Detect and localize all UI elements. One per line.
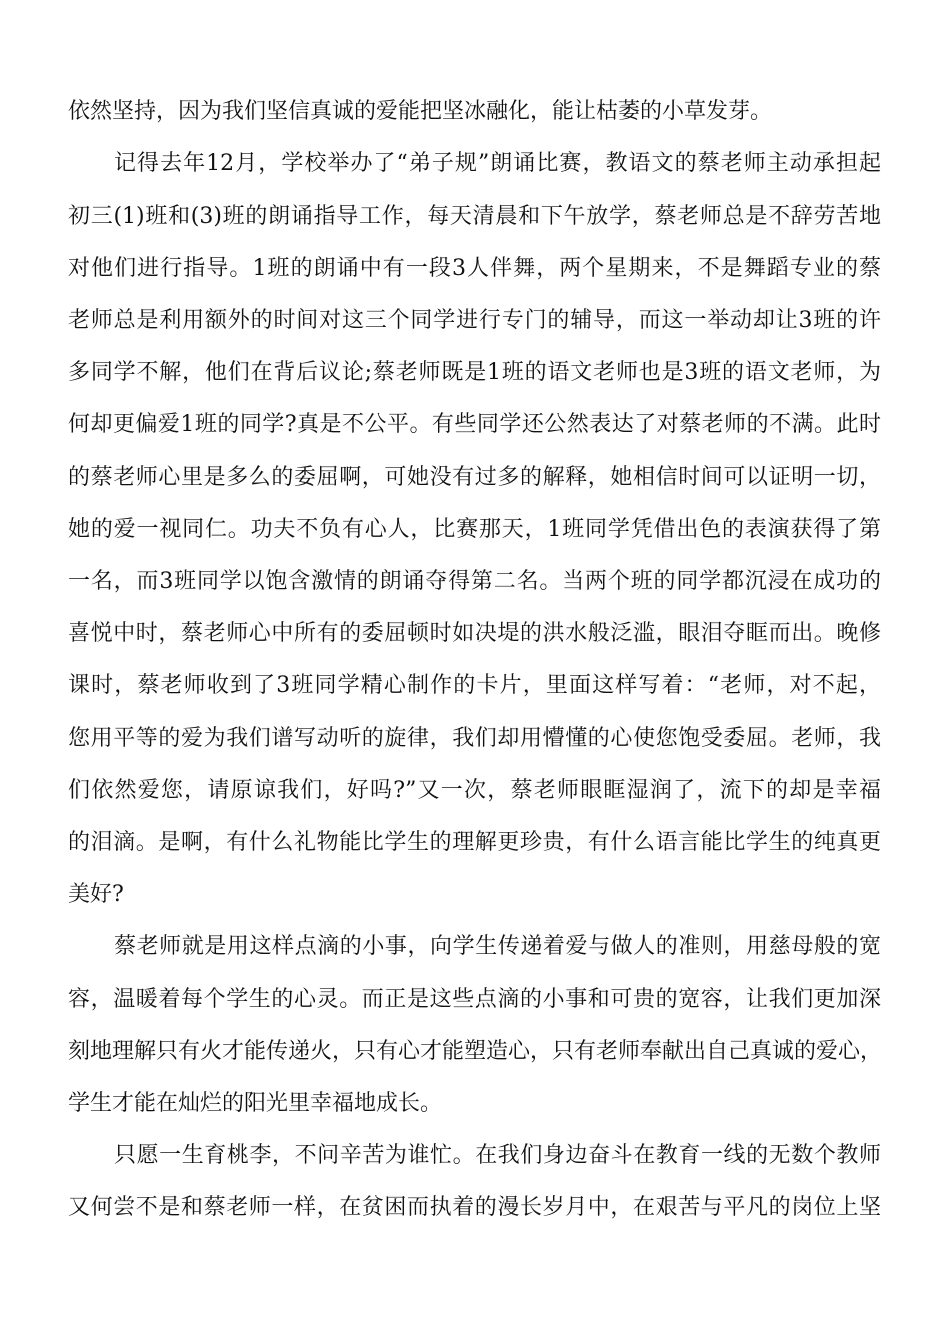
- text-line: 只愿一生育桃李，不问辛苦为谁忙。在我们身边奋斗在教育一线的无数个教师: [114, 1143, 881, 1168]
- text-line: 对他们进行指导。1班的朗诵中有一段3人伴舞，两个星期来，不是舞蹈专业的蔡: [68, 256, 881, 281]
- text-line: 喜悦中时，蔡老师心中所有的委屈顿时如决堤的洪水般泛滥，眼泪夺眶而出。晚修: [68, 621, 881, 646]
- text-line: 依然坚持，因为我们坚信真诚的爱能把坚冰融化，能让枯萎的小草发芽。: [68, 99, 773, 124]
- text-line: 老师总是利用额外的时间对这三个同学进行专门的辅导，而这一举动却让3班的许: [68, 308, 881, 333]
- text-line: 们依然爱您，请原谅我们，好吗?”又一次，蔡老师眼眶湿润了，流下的却是幸福: [68, 778, 881, 803]
- text-line: 您用平等的爱为我们谱写动听的旋律，我们却用懵懂的心使您饱受委屈。老师，我: [68, 726, 881, 751]
- text-line: 刻地理解只有火才能传递火，只有心才能塑造心，只有老师奉献出自己真诚的爱心，: [68, 1039, 883, 1064]
- text-line: 课时，蔡老师收到了3班同学精心制作的卡片，里面这样写着：“老师，对不起，: [68, 673, 881, 698]
- text-line: 蔡老师就是用这样点滴的小事，向学生传递着爱与做人的准则，用慈母般的宽: [114, 934, 881, 959]
- text-line: 初三(1)班和(3)班的朗诵指导工作，每天清晨和下午放学，蔡老师总是不辞劳苦地: [68, 204, 881, 229]
- text-line: 多同学不解，他们在背后议论;蔡老师既是1班的语文老师也是3班的语文老师，为: [68, 360, 881, 385]
- text-line: 的泪滴。是啊，有什么礼物能比学生的理解更珍贵，有什么语言能比学生的纯真更: [68, 830, 881, 855]
- text-line: 她的爱一视同仁。功夫不负有心人，比赛那天，1班同学凭借出色的表演获得了第: [68, 517, 881, 542]
- text-line: 一名，而3班同学以饱含激情的朗诵夺得第二名。当两个班的同学都沉浸在成功的: [68, 569, 881, 594]
- text-line: 记得去年12月，学校举办了“弟子规”朗诵比赛，教语文的蔡老师主动承担起: [114, 151, 881, 176]
- text-line: 容，温暖着每个学生的心灵。而正是这些点滴的小事和可贵的宽容，让我们更加深: [68, 987, 881, 1012]
- text-line: 美好?: [68, 882, 124, 907]
- text-line: 的蔡老师心里是多么的委屈啊，可她没有过多的解释，她相信时间可以证明一切，: [68, 465, 881, 490]
- text-line: 学生才能在灿烂的阳光里幸福地成长。: [68, 1091, 443, 1116]
- text-line: 何却更偏爱1班的同学?真是不公平。有些同学还公然表达了对蔡老师的不满。此时: [68, 412, 881, 437]
- text-line: 又何尝不是和蔡老师一样，在贫困而执着的漫长岁月中，在艰苦与平凡的岗位上坚: [68, 1195, 881, 1220]
